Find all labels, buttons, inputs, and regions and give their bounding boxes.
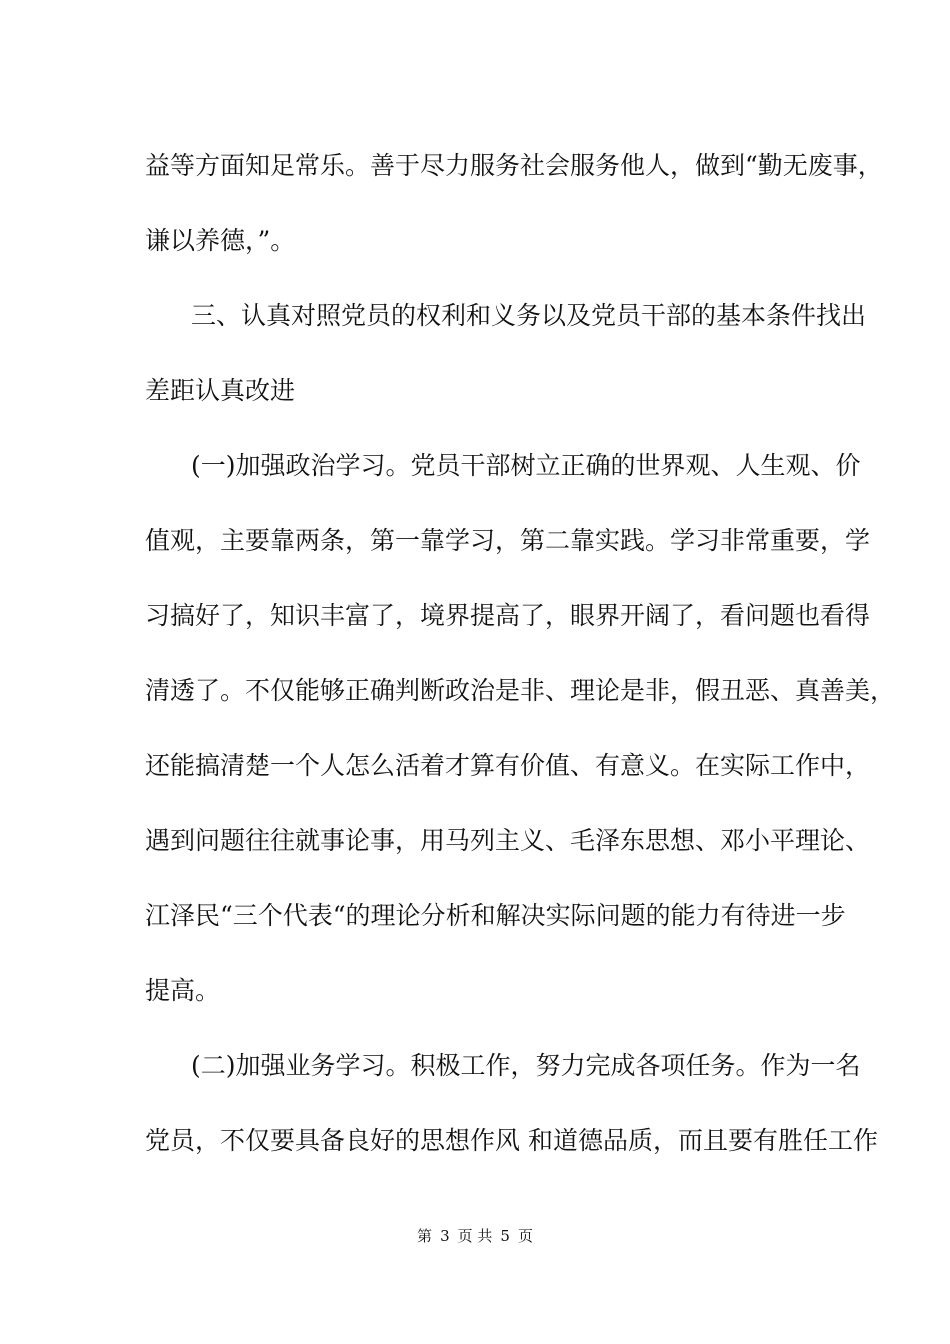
page-footer	[0, 1226, 950, 1246]
footer-suffix: 页	[517, 1227, 533, 1245]
footer-total-pages: 5	[500, 1227, 510, 1245]
text-line: 党员，不仅要具备良好的思想作风 和道德品质，而且要有胜任工作	[145, 1126, 878, 1155]
text-line: 值观，主要靠两条，第一靠学习，第二靠实践。学习非常重要，学	[145, 526, 871, 555]
section-heading-line: 三、认真对照党员的权利和义务以及党员干部的基本条件找出	[191, 301, 867, 330]
footer-current-page: 3	[440, 1227, 450, 1245]
text-line: 还能搞清楚一个人怎么活着才算有价值、有意义。在实际工作中，	[145, 751, 871, 780]
text-line: 提高。	[145, 976, 221, 1005]
text-line: 清透了。不仅能够正确判断政治是非、理论是非，假丑恶、真善美，	[145, 676, 896, 705]
paragraph-first-line: (一)加强政治学习。党员干部树立正确的世界观、人生观、价	[191, 451, 861, 480]
footer-prefix: 第	[417, 1227, 433, 1245]
text-line: 谦以养德，”。	[145, 226, 296, 255]
text-line: 益等方面知足常乐。善于尽力服务社会服务他人，做到“勤无废事，	[145, 151, 883, 180]
paragraph-first-line: (二)加强业务学习。积极工作，努力完成各项任务。作为一名	[191, 1051, 861, 1080]
document-body	[145, 128, 896, 1178]
text-line: 习搞好了，知识丰富了，境界提高了，眼界开阔了，看问题也看得	[145, 601, 871, 630]
section-heading-line: 差距认真改进	[145, 376, 296, 405]
text-line: 江泽民“三个代表“的理论分析和解决实际问题的能力有待进一步	[145, 901, 846, 930]
text-line: 遇到问题往往就事论事，用马列主义、毛泽东思想、邓小平理论、	[145, 826, 871, 855]
footer-middle: 页 共	[457, 1227, 493, 1245]
